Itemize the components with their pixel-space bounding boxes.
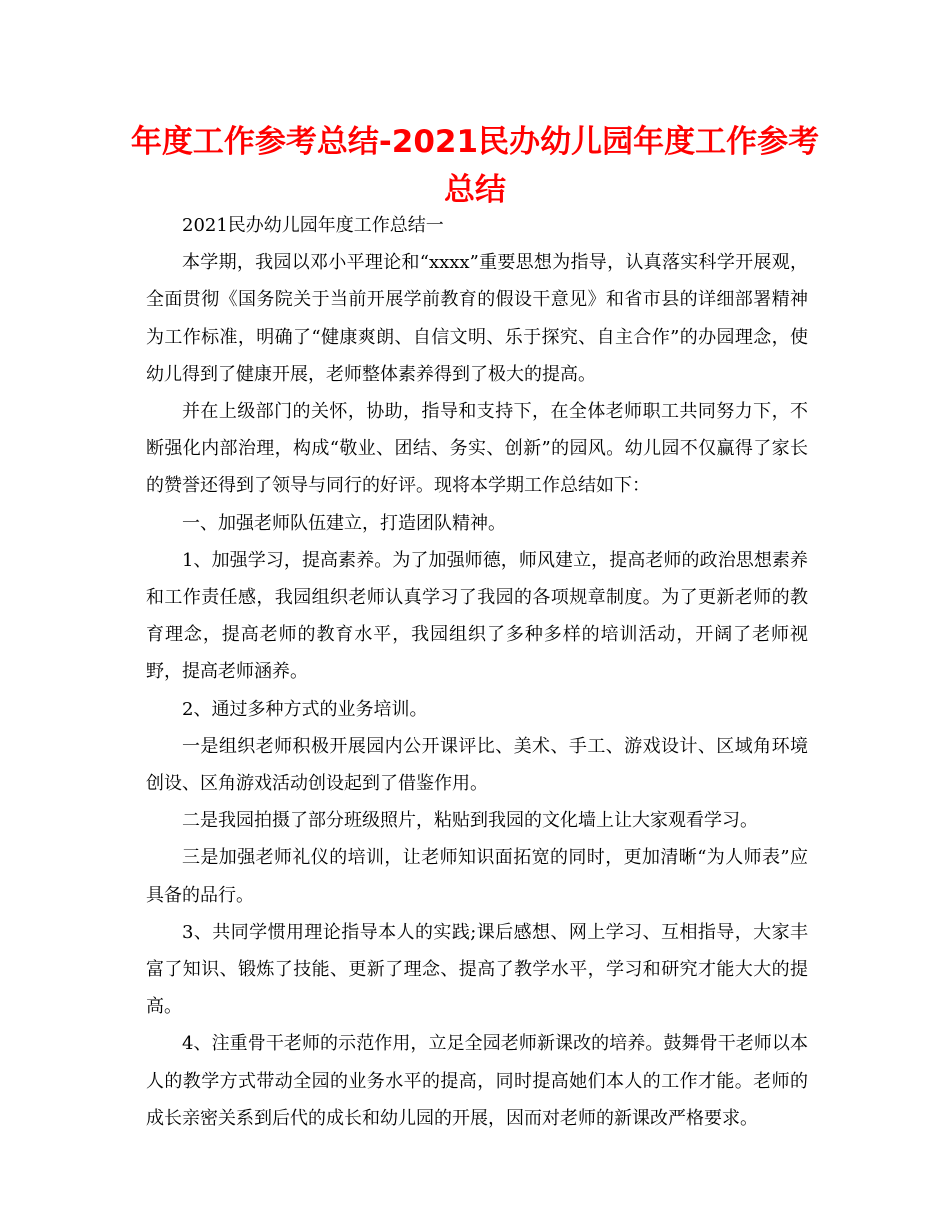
paragraph-support: 并在上级部门的关怀，协助，指导和支持下，在全体老师职工共同努力下，不断强化内部治理，构成“敬业、团结、务实、创新”的园风。幼儿园不仅赢得了家长的赞誉还得到了领导与同行的好评。现将本学期工作总结如下： xyxy=(146,401,808,497)
paragraph-point-2: 二是我园拍摄了部分班级照片，粘贴到我园的文化墙上让大家观看学习。 xyxy=(182,810,758,832)
paragraph-intro: 本学期，我园以邓小平理论和“xxxx”重要思想为指导，认真落实科学开展观，全面贯彻《国务院关于当前开展学前教育的假设干意见》和省市县的详细部署精神为工作标准，明确了“健康爽朗、自信文明、乐于探究、自主合作”的办园理念，使幼儿得到了健康开展，老师整体素养得到了极大的提高。 xyxy=(146,252,808,385)
paragraph-item-4: 4、注重骨干老师的示范作用，立足全园老师新课改的培养。鼓舞骨干老师以本人的教学方式带动全园的业务水平的提高，同时提高她们本人的工作才能。老师的成长亲密关系到后代的成长和幼儿园的开展，因而对老师的新课改严格要求。 xyxy=(146,1033,808,1129)
document-title: 年度工作参考总结-2021民办幼儿园年度工作参考总结 xyxy=(130,124,820,208)
paragraph-subtitle: 2021民办幼儿园年度工作总结一 xyxy=(182,215,444,236)
paragraph-item-1: 1、加强学习，提高素养。为了加强师德，师风建立，提高老师的政治思想素养和工作责任感，我园组织老师认真学习了我园的各项规章制度。为了更新老师的教育理念，提高老师的教育水平，我园组织了多种多样的培训活动，开阔了老师视野，提高老师涵养。 xyxy=(146,549,808,683)
section-heading-1: 一、加强老师队伍建立，打造团队精神。 xyxy=(182,512,506,534)
paragraph-point-1: 一是组织老师积极开展园内公开课评比、美术、手工、游戏设计、区域角环境创设、区角游戏活动创设起到了借鉴作用。 xyxy=(146,735,808,795)
paragraph-item-2: 2、通过多种方式的业务培训。 xyxy=(182,698,428,720)
paragraph-point-3: 三是加强老师礼仪的培训，让老师知识面拓宽的同时，更加清晰“为人师表”应具备的品行。 xyxy=(146,847,808,906)
document-body xyxy=(146,207,808,1137)
paragraph-item-3: 3、共同学惯用理论指导本人的实践;课后感想、网上学习、互相指导，大家丰富了知识、锻炼了技能、更新了理念、提高了教学水平，学习和研究才能大大的提高。 xyxy=(146,921,808,1018)
